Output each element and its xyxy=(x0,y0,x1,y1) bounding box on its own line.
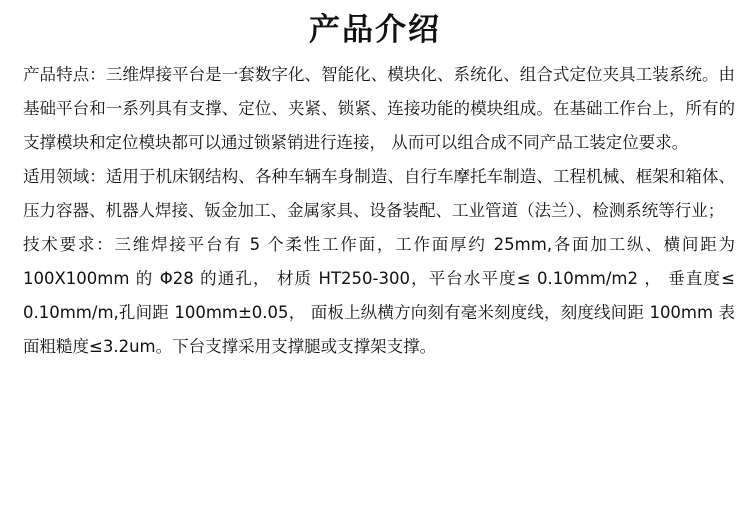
page-title: 产品介绍 xyxy=(309,12,441,48)
section-text: 三维焊接平台是一套数字化、智能化、模块化、系统化、组合式定位夹具工装系统。由基础平台和一系列具有支撑、定位、夹紧、锁紧、连接功能的模块组成。在基础工作台上，所有的支撑模块和定位模块都可以通过锁紧销进行连接， 从而可以组合成不同产品工装定位要求。 xyxy=(23,65,736,152)
section-features xyxy=(23,58,735,160)
intro-body xyxy=(23,58,735,364)
section-technical-requirements xyxy=(23,228,735,364)
section-applications xyxy=(23,160,735,228)
section-label: 产品特点： xyxy=(23,65,106,84)
section-text: 三维焊接平台有 5 个柔性工作面，工作面厚约 25mm,各面加工纵、横间距为 100X100mm 的 Φ28 的通孔， 材质 HT250-300，平台水平度≤ 0.10mm/m2 ， 垂直度≤ 0.10mm/m,孔间距 100mm±0.05， 面板上纵横方向刻有毫米刻度线，刻度线间距 100mm 表面粗糙度≤3.2um。下台支撑采用支撑腿或支撑架支撑。 xyxy=(23,235,736,356)
section-label: 适用领域： xyxy=(23,167,106,186)
section-label: 技术要求： xyxy=(23,235,115,254)
section-text: 适用于机床钢结构、各种车辆车身制造、自行车摩托车制造、工程机械、框架和箱体、压力容器、机器人焊接、钣金加工、金属家具、设备装配、工业管道（法兰）、检测系统等行业； xyxy=(23,167,736,220)
